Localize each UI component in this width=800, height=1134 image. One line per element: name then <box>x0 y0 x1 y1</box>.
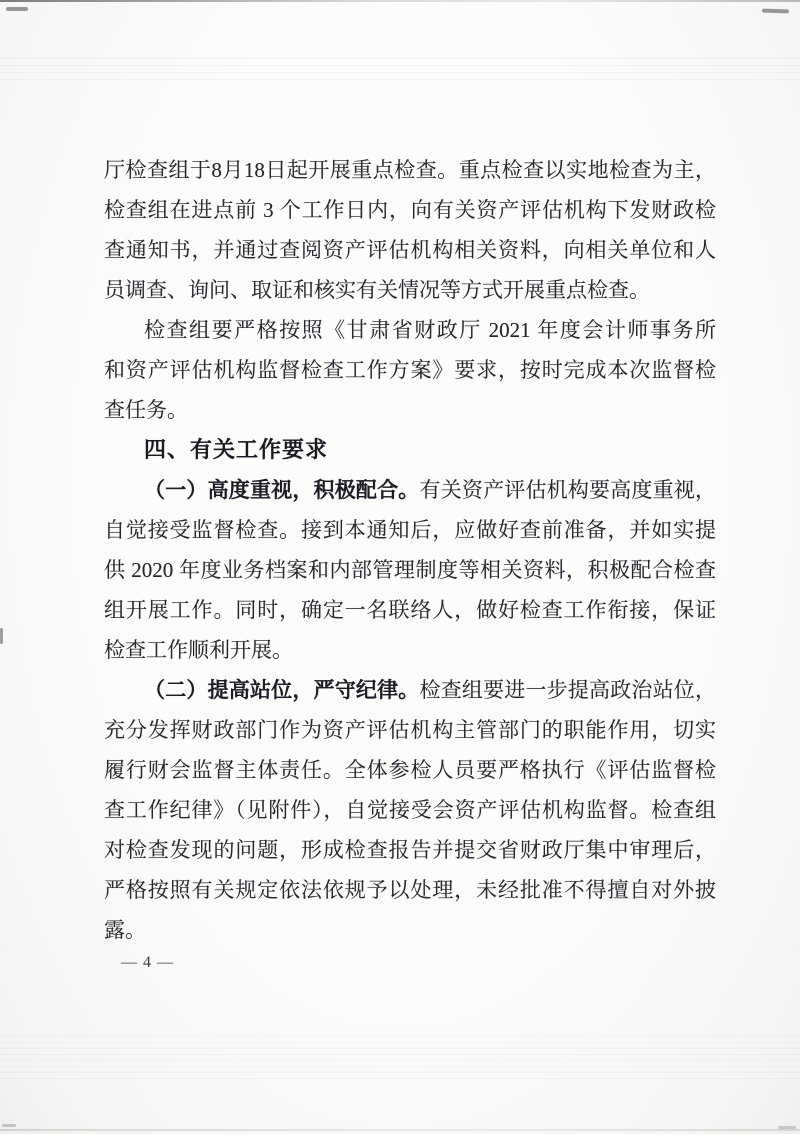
line-text: 有关资产评估机构要高度重视， <box>419 478 716 502</box>
body-line-12 <box>104 590 716 630</box>
body-line-03 <box>104 230 716 270</box>
body-line-10 <box>104 510 716 550</box>
scan-artifact-corner-dash <box>762 9 789 14</box>
scan-artifact-bottom-edge <box>0 1129 800 1131</box>
body-line-18 <box>104 830 716 870</box>
scan-artifact-corner-dash <box>2 1124 16 1127</box>
body-line-19 <box>104 870 716 910</box>
body-line-09 <box>104 470 716 510</box>
scan-artifact-streak-band <box>0 58 800 82</box>
line-text: 严格按照有关规定依法依规予以处理，未经批准不得擅自对外披 <box>104 878 716 902</box>
line-text: 组开展工作。同时，确定一名联络人，做好检查工作衔接，保证 <box>104 598 716 622</box>
body-line-05 <box>104 310 716 350</box>
line-text: 充分发挥财政部门作为资产评估机构主管部门的职能作用，切实 <box>104 718 716 742</box>
line-text: 对检查发现的问题，形成检查报告并提交省财政厅集中审理后， <box>104 838 716 862</box>
line-text: 履行财会监督主体责任。全体参检人员要严格执行《评估监督检 <box>104 758 716 782</box>
scan-artifact-edge-mark <box>0 628 3 644</box>
line-text: 检查组要进一步提高政治站位， <box>419 678 716 702</box>
bold-lead: （二）提高站位，严守纪律。 <box>144 678 420 702</box>
line-text: 查工作纪律》（见附件），自觉接受会资产评估机构监督。检查组 <box>104 798 716 822</box>
body-line-04 <box>104 270 716 310</box>
line-text: 供 2020 年度业务档案和内部管理制度等相关资料，积极配合检查 <box>104 558 716 582</box>
body-line-14 <box>104 670 716 710</box>
scan-artifact-corner-dash <box>6 7 28 11</box>
line-text: 检查组要严格按照《甘肃省财政厅 2021 年度会计师事务所 <box>144 318 716 342</box>
body-line-07 <box>104 390 716 430</box>
body-line-02 <box>104 190 716 230</box>
line-text: 员调查、询问、取证和核实有关情况等方式开展重点检查。 <box>104 278 650 302</box>
scan-artifact-top-edge <box>0 0 800 2</box>
body-line-11 <box>104 550 716 590</box>
line-text: 厅检查组于8月18日起开展重点检查。重点检查以实地检查为主， <box>104 158 716 182</box>
body-line-01 <box>104 150 716 190</box>
body-line-17 <box>104 790 716 830</box>
line-text: 检查工作顺利开展。 <box>104 638 293 662</box>
line-text: 和资产评估机构监督检查工作方案》要求，按时完成本次监督检 <box>104 358 716 382</box>
line-text: 露。 <box>104 918 146 942</box>
line-text: 查任务。 <box>104 398 188 422</box>
bold-lead: （一）高度重视，积极配合。 <box>144 478 420 502</box>
line-text: 自觉接受监督检查。接到本通知后，应做好查前准备，并如实提 <box>104 518 716 542</box>
body-line-15 <box>104 710 716 750</box>
body-line-20 <box>104 910 716 950</box>
scan-artifact-streak-band <box>0 1036 800 1082</box>
body-line-13 <box>104 630 716 670</box>
body-line-16 <box>104 750 716 790</box>
page-number: — 4 — <box>121 954 174 971</box>
body-line-06 <box>104 350 716 390</box>
line-text: 检查组在进点前 3 个工作日内，向有关资产评估机构下发财政检 <box>104 198 716 222</box>
line-text: 查通知书，并通过查阅资产评估机构相关资料，向相关单位和人 <box>104 238 716 262</box>
document-body-text <box>104 150 716 950</box>
section-heading <box>104 430 716 470</box>
section-heading-text: 四、有关工作要求 <box>144 437 329 462</box>
